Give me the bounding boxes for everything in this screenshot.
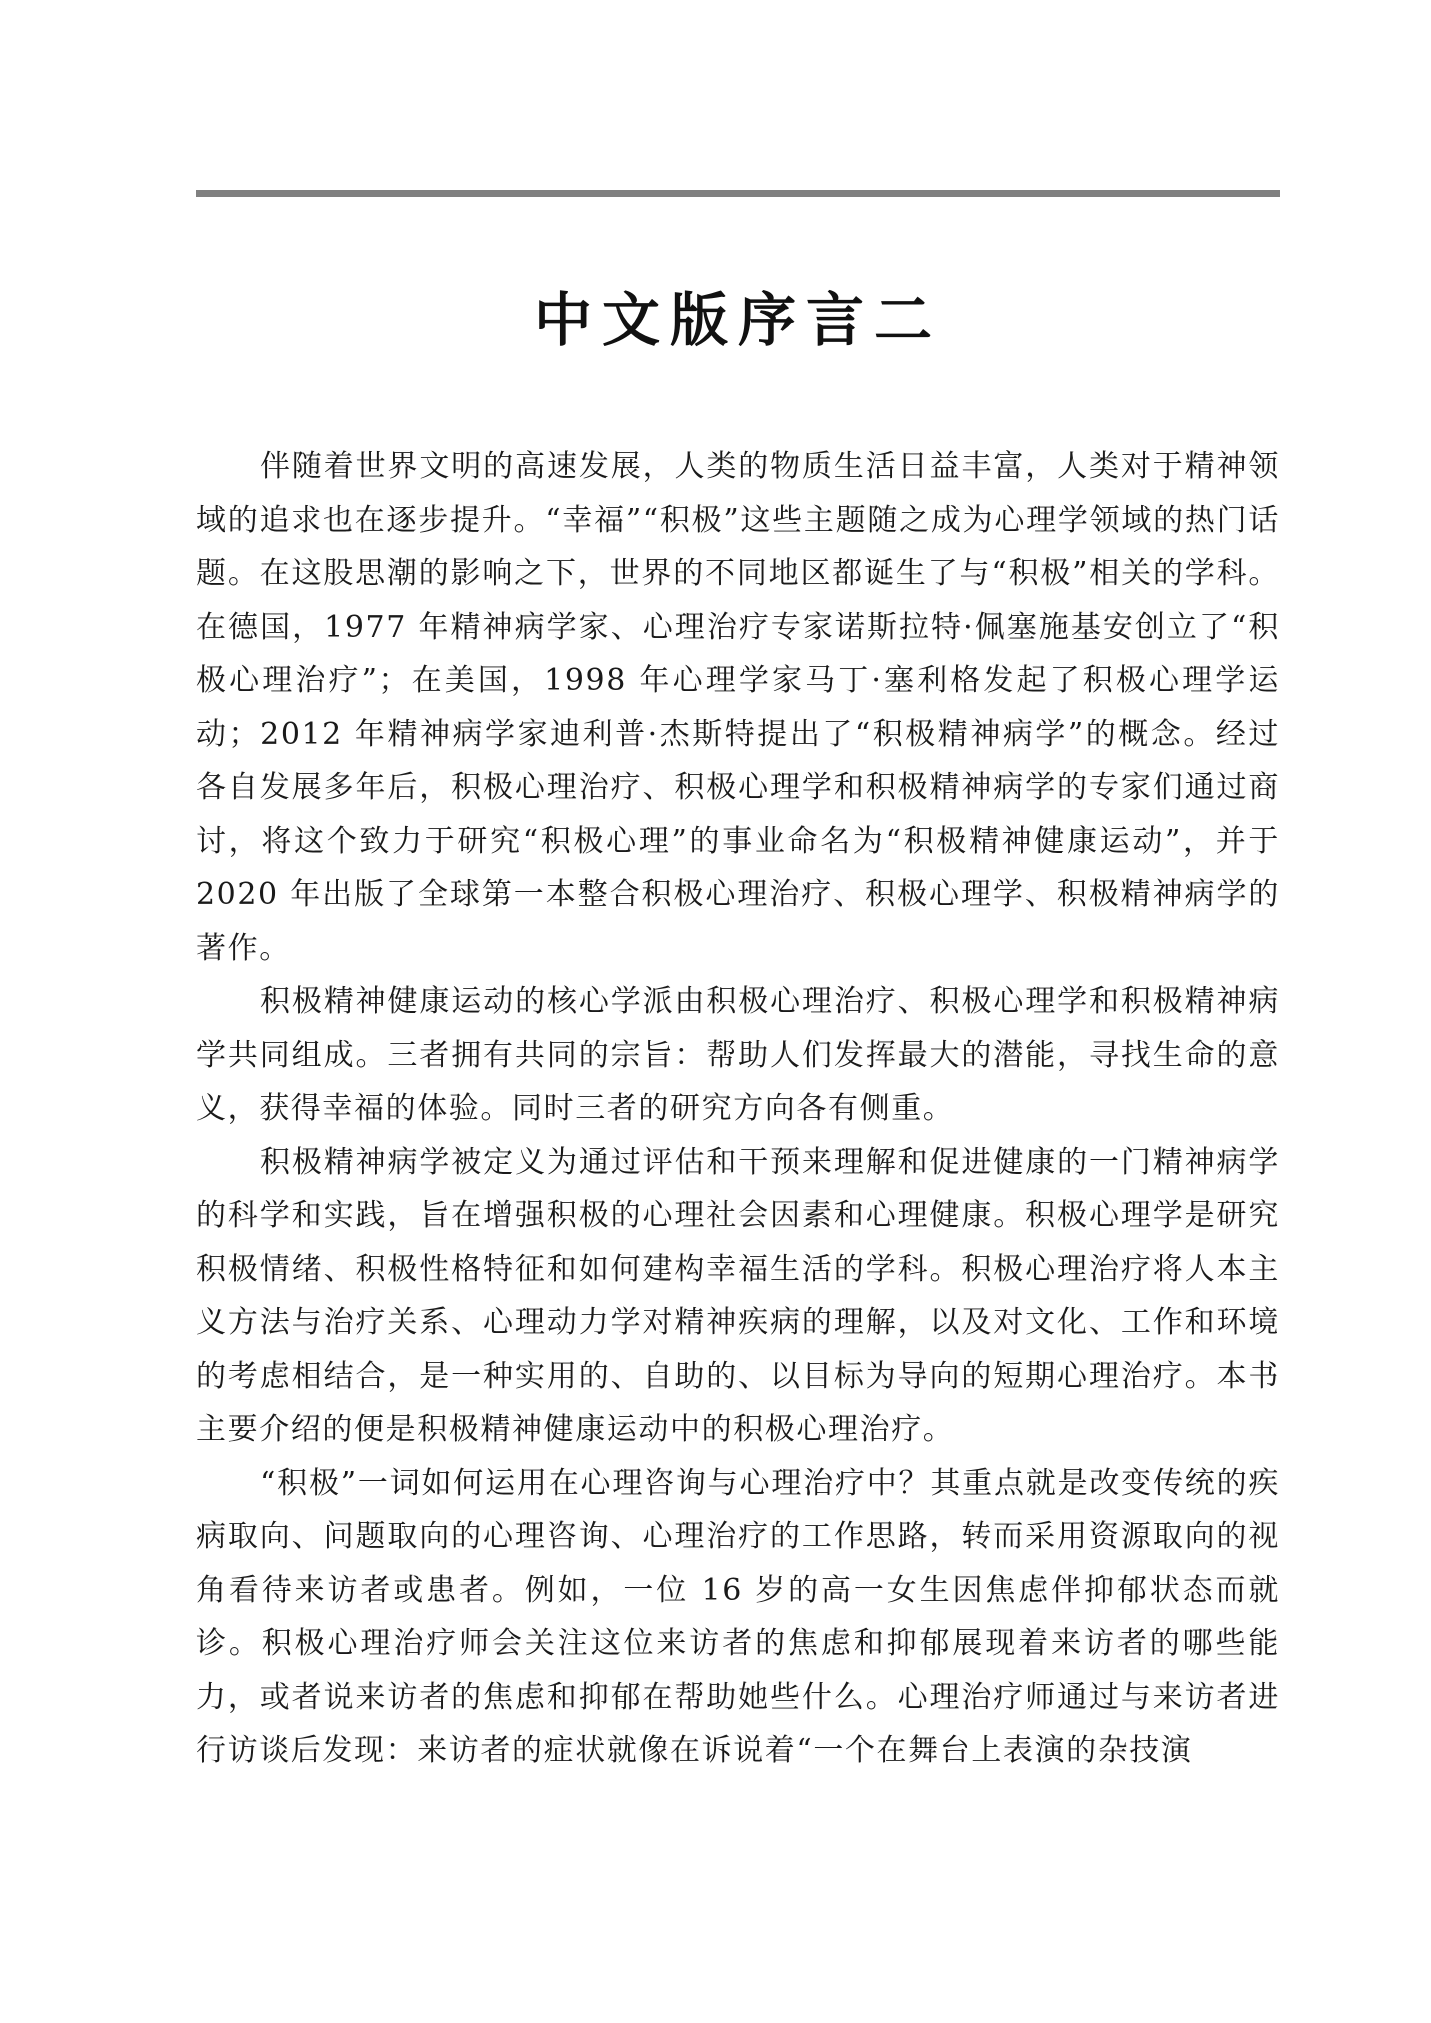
body-text xyxy=(196,440,1280,1778)
page-title: 中文版序言二 xyxy=(533,286,942,354)
paragraph-2: 积极精神健康运动的核心学派由积极心理治疗、积极心理学和积极精神病学共同组成。三者拥有共同的宗旨：帮助人们发挥最大的潜能，寻找生命的意义，获得幸福的体验。同时三者的研究方向各有侧重。 xyxy=(196,984,1280,1126)
paragraph-1: 伴随着世界文明的高速发展，人类的物质生活日益丰富，人类对于精神领域的追求也在逐步提升。“幸福”“积极”这些主题随之成为心理学领域的热门话题。在这股思潮的影响之下，世界的不同地区都诞生了与“积极”相关的学科。在德国，1977 年精神病学家、心理治疗专家诺斯拉特·佩塞施基安创立了“积极心理治疗”；在美国，1998 年心理学家马丁·塞利格发起了积极心理学运动；2012 年精神病学家迪利普·杰斯特提出了“积极精神病学”的概念。经过各自发展多年后，积极心理治疗、积极心理学和积极精神病学的专家们通过商讨，将这个致力于研究“积极心理”的事业命名为“积极精神健康运动”，并于 2020 年出版了全球第一本整合积极心理治疗、积极心理学、积极精神病学的著作。 xyxy=(196,449,1280,966)
header-rule xyxy=(196,190,1280,197)
paragraph-3: 积极精神病学被定义为通过评估和干预来理解和促进健康的一门精神病学的科学和实践，旨在增强积极的心理社会因素和心理健康。积极心理学是研究积极情绪、积极性格特征和如何建构幸福生活的学科。积极心理治疗将人本主义方法与治疗关系、心理动力学对精神疾病的理解，以及对文化、工作和环境的考虑相结合，是一种实用的、自助的、以目标为导向的短期心理治疗。本书主要介绍的便是积极精神健康运动中的积极心理治疗。 xyxy=(196,1144,1280,1447)
paragraph-4: “积极”一词如何运用在心理咨询与心理治疗中？其重点就是改变传统的疾病取向、问题取向的心理咨询、心理治疗的工作思路，转而采用资源取向的视角看待来访者或患者。例如，一位 16 岁的高一女生因焦虑伴抑郁状态而就诊。积极心理治疗师会关注这位来访者的焦虑和抑郁展现着来访者的哪些能力，或者说来访者的焦虑和抑郁在帮助她些什么。心理治疗师通过与来访者进行访谈后发现：来访者的症状就像在诉说着“一个在舞台上表演的杂技演 xyxy=(196,1465,1280,1768)
